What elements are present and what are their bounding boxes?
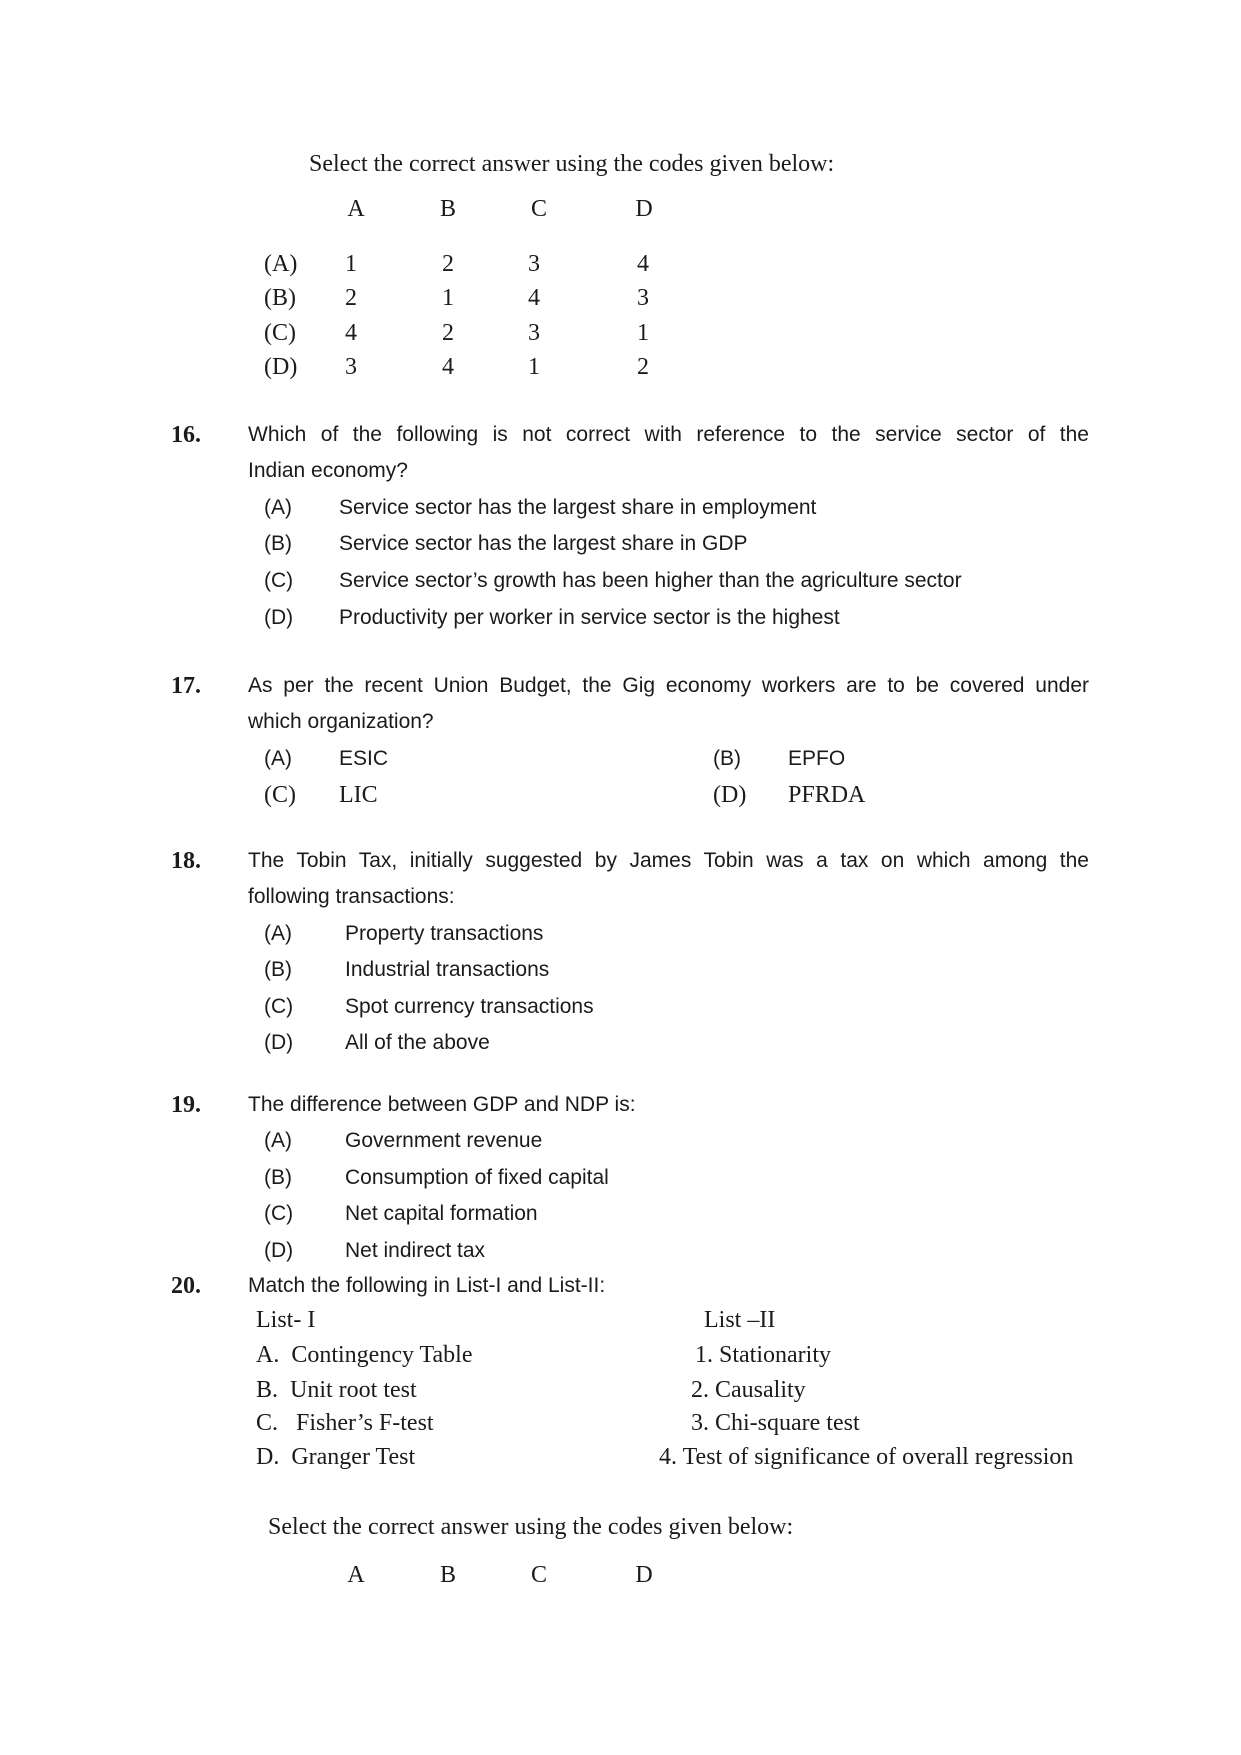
- code-cell: 3: [528, 320, 540, 346]
- option-text: Net capital formation: [345, 1202, 538, 1225]
- code-cell: 4: [528, 285, 540, 311]
- list1-item: B. Unit root test: [256, 1377, 417, 1403]
- option-text: Industrial transactions: [345, 958, 550, 981]
- question-text: Which of the following is not correct with reference to the service sector of the: [248, 423, 1089, 446]
- list1-heading: List- I: [256, 1307, 316, 1333]
- question-text: As per the recent Union Budget, the Gig economy workers are to be covered under: [248, 674, 1089, 697]
- list1-item: C. Fisher’s F-test: [256, 1410, 434, 1436]
- question-number: 20.: [171, 1273, 201, 1299]
- question-number: 19.: [171, 1092, 201, 1118]
- option-label: (C): [264, 995, 294, 1018]
- question-text: The difference between GDP and NDP is:: [248, 1093, 636, 1116]
- code-cell: 4: [345, 320, 357, 346]
- codes-header-b: B: [439, 196, 456, 222]
- question-text: Match the following in List-I and List-II:: [248, 1274, 606, 1297]
- option-text: PFRDA: [788, 782, 866, 808]
- option-label: (A): [264, 922, 292, 945]
- option-label: (B): [264, 1166, 292, 1189]
- codes-row-label: (D): [264, 354, 298, 380]
- code-cell: 1: [637, 320, 649, 346]
- question-text: Indian economy?: [248, 459, 408, 482]
- option-text: Property transactions: [345, 922, 544, 945]
- option-label: (A): [264, 496, 292, 519]
- option-text: All of the above: [345, 1031, 490, 1054]
- option-text: Service sector’s growth has been higher than the agriculture sector: [339, 569, 962, 592]
- option-label: (A): [264, 1129, 292, 1152]
- codes-header-d: D: [635, 1562, 653, 1588]
- option-text: Productivity per worker in service sector is the highest: [339, 606, 840, 629]
- list2-item: 2. Causality: [691, 1377, 806, 1403]
- list2-item: 4. Test of significance of overall regression: [659, 1444, 1074, 1470]
- code-cell: 3: [637, 285, 649, 311]
- option-label: (C): [264, 569, 294, 592]
- code-cell: 2: [442, 251, 454, 277]
- codes-row-label: (C): [264, 320, 296, 346]
- list2-item: 1. Stationarity: [695, 1342, 831, 1368]
- option-label: (A): [264, 747, 292, 770]
- option-label: (B): [264, 958, 292, 981]
- code-cell: 4: [637, 251, 649, 277]
- code-cell: 3: [528, 251, 540, 277]
- codes-header-a: A: [347, 196, 365, 222]
- code-cell: 1: [528, 354, 540, 380]
- option-label: (B): [264, 532, 292, 555]
- option-label: (C): [264, 782, 296, 808]
- option-text: LIC: [339, 782, 378, 808]
- question-number: 18.: [171, 848, 201, 874]
- question-number: 16.: [171, 422, 201, 448]
- codes-instruction: Select the correct answer using the codes given below:: [309, 151, 835, 177]
- option-text: ESIC: [339, 747, 389, 770]
- question-number: 17.: [171, 673, 201, 699]
- option-label: (D): [264, 1239, 294, 1262]
- list1-item: A. Contingency Table: [256, 1342, 473, 1368]
- option-label: (C): [264, 1202, 294, 1225]
- code-cell: 1: [442, 285, 454, 311]
- option-label: (B): [713, 747, 741, 770]
- option-label: (D): [264, 1031, 294, 1054]
- option-text: Service sector has the largest share in GDP: [339, 532, 748, 555]
- code-cell: 2: [637, 354, 649, 380]
- codes-instruction: Select the correct answer using the codes given below:: [268, 1514, 794, 1540]
- option-text: EPFO: [788, 747, 846, 770]
- option-text: Consumption of fixed capital: [345, 1166, 609, 1189]
- code-cell: 4: [442, 354, 454, 380]
- option-text: Net indirect tax: [345, 1239, 486, 1262]
- codes-header-c: C: [530, 196, 547, 222]
- codes-row-label: (A): [264, 251, 298, 277]
- code-cell: 2: [442, 320, 454, 346]
- list2-heading: List –II: [704, 1307, 776, 1333]
- question-text: which organization?: [248, 710, 434, 733]
- codes-header-b: B: [439, 1562, 456, 1588]
- option-text: Service sector has the largest share in employment: [339, 496, 817, 519]
- codes-header-c: C: [530, 1562, 547, 1588]
- option-label: (D): [713, 782, 747, 808]
- list2-item: 3. Chi-square test: [691, 1410, 860, 1436]
- option-text: Spot currency transactions: [345, 995, 594, 1018]
- codes-row-label: (B): [264, 285, 296, 311]
- code-cell: 1: [345, 251, 357, 277]
- list1-item: D. Granger Test: [256, 1444, 416, 1470]
- question-text: following transactions:: [248, 885, 455, 908]
- codes-header-a: A: [347, 1562, 365, 1588]
- codes-header-d: D: [635, 196, 653, 222]
- option-text: Government revenue: [345, 1129, 543, 1152]
- code-cell: 2: [345, 285, 357, 311]
- code-cell: 3: [345, 354, 357, 380]
- option-label: (D): [264, 606, 294, 629]
- question-text: The Tobin Tax, initially suggested by James Tobin was a tax on which among the: [248, 849, 1089, 872]
